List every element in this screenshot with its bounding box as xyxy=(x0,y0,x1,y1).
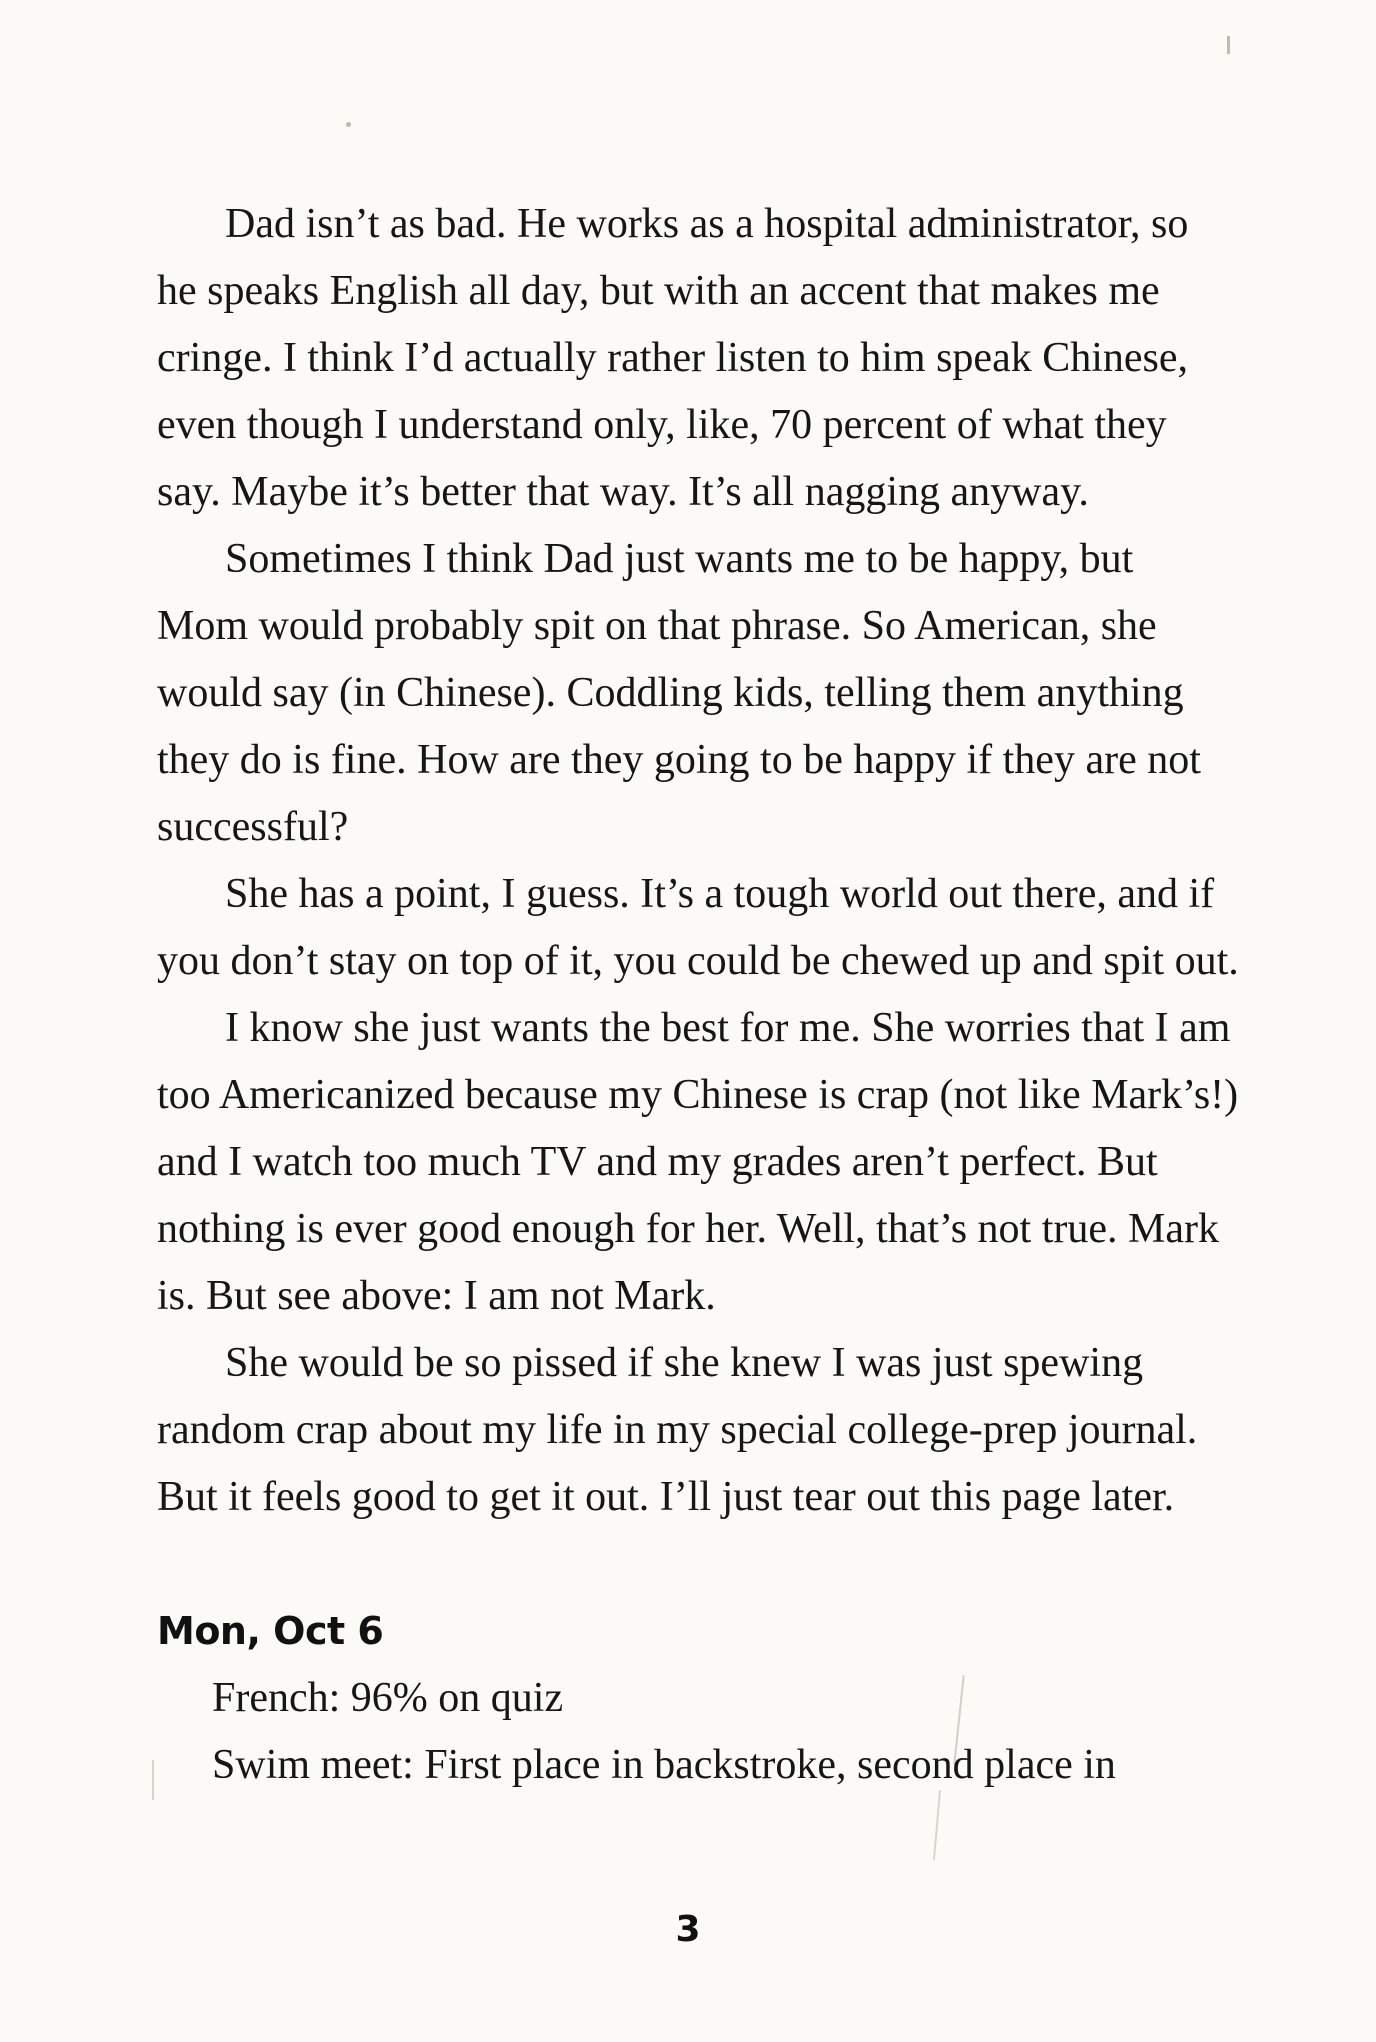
text-line: She would be so pissed if she knew I was just spewing xyxy=(225,1340,1144,1386)
text-line: would say (in Chinese). Coddling kids, telling them anything xyxy=(157,670,1184,716)
scan-crease xyxy=(933,1790,941,1860)
body-paragraph xyxy=(157,861,1247,995)
text-line: She has a point, I guess. It’s a tough world out there, and if xyxy=(225,871,1215,917)
scan-speck xyxy=(1227,36,1230,54)
list-item: Swim meet: First place in backstroke, second place in xyxy=(212,1742,1116,1788)
text-line: random crap about my life in my special college-prep journal. xyxy=(157,1407,1198,1453)
text-line: you don’t stay on top of it, you could be chewed up and spit out. xyxy=(157,938,1239,984)
text-line: Dad isn’t as bad. He works as a hospital administrator, so xyxy=(225,201,1189,247)
text-line: even though I understand only, like, 70 percent of what they xyxy=(157,402,1167,448)
text-line: Mom would probably spit on that phrase. So American, she xyxy=(157,603,1157,649)
scan-speck xyxy=(346,122,351,127)
text-line: too Americanized because my Chinese is crap (not like Mark’s!) xyxy=(157,1072,1239,1118)
body-paragraph xyxy=(157,995,1247,1330)
text-line: say. Maybe it’s better that way. It’s all nagging anyway. xyxy=(157,469,1089,515)
journal-entry-list xyxy=(212,1665,1212,1799)
list-item: French: 96% on quiz xyxy=(212,1675,564,1721)
text-line: But it feels good to get it out. I’ll just tear out this page later. xyxy=(157,1474,1175,1520)
text-line: they do is fine. How are they going to be happy if they are not xyxy=(157,737,1201,783)
body-paragraph xyxy=(157,526,1247,861)
body-paragraph xyxy=(157,191,1247,526)
journal-entry-heading: Mon, Oct 6 xyxy=(157,1609,384,1653)
text-line: Sometimes I think Dad just wants me to be happy, but xyxy=(225,536,1134,582)
text-line: cringe. I think I’d actually rather listen to him speak Chinese, xyxy=(157,335,1189,381)
page-number: 3 xyxy=(675,1909,701,1950)
text-line: nothing is ever good enough for her. Well, that’s not true. Mark xyxy=(157,1206,1219,1252)
text-line: and I watch too much TV and my grades aren’t perfect. But xyxy=(157,1139,1158,1185)
body-paragraph xyxy=(157,1330,1247,1531)
text-line: he speaks English all day, but with an accent that makes me xyxy=(157,268,1160,314)
text-line: I know she just wants the best for me. She worries that I am xyxy=(225,1005,1231,1051)
text-line: is. But see above: I am not Mark. xyxy=(157,1273,716,1319)
text-line: successful? xyxy=(157,804,349,850)
scan-crease xyxy=(152,1760,154,1800)
